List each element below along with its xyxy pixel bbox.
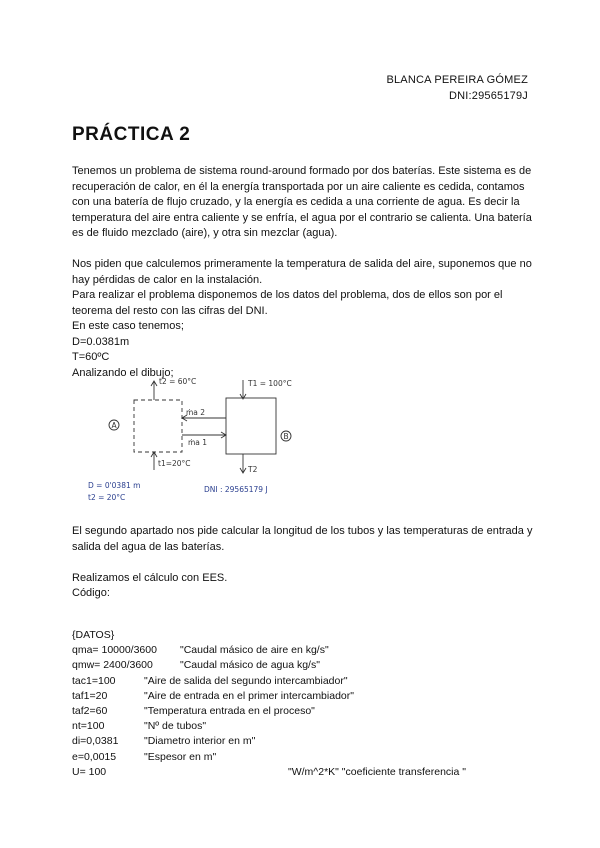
code-line <box>72 734 542 749</box>
paragraph-drawing: Analizando el dibujo; <box>72 366 174 379</box>
battery-a-box <box>134 400 182 452</box>
code-line <box>72 689 542 704</box>
author-name: BLANCA PEREIRA GÓMEZ <box>386 74 528 86</box>
water-temp-out: T2 <box>248 465 258 474</box>
code-variable: taf1=20 <box>72 689 108 702</box>
value-diameter: D=0.0381m <box>72 335 130 348</box>
label-a: A <box>111 421 117 430</box>
note-temperature: t2 = 20°C <box>88 493 126 500</box>
code-variable: e=0,0015 <box>72 750 117 763</box>
code-line <box>72 658 542 673</box>
water-temp-in: T1 = 100°C <box>248 379 292 388</box>
code-variable: tac1=100 <box>72 674 116 687</box>
intro-text <box>72 164 534 381</box>
note-dni: DNI : 29565179 J <box>204 485 268 494</box>
code-line <box>72 750 542 765</box>
paragraph-data: Para realizar el problema disponemos de los datos del problema, dos de ellos son por el teorema del resto con las cifras del DNI. <box>72 289 503 317</box>
code-comment: "Temperatura entrada en el proceso" <box>144 704 315 717</box>
paragraph-code-label: Código: <box>72 587 110 599</box>
temp-bottom: t1=20°C <box>158 459 191 468</box>
code-comment: "Nº de tubos" <box>144 720 207 733</box>
paragraph-problem: Tenemos un problema de sistema round-around formado por dos baterías. Este sistema es de recuperación de calor, en él la energía transportada por un aire caliente es cedida, contamos con una batería de flujo cruzado, y la energía es cedida a una corriente de agua. Es decir la temperatura del aire entra caliente y se enfría, el agua por el contrario se calienta. Una batería es de fluido mezclado (aire), y otra sin mezclar (agua). <box>72 165 532 239</box>
battery-b-box <box>226 398 276 454</box>
handdrawn-sketch <box>86 370 326 500</box>
label-b: B <box>283 432 289 441</box>
code-variable: taf2=60 <box>72 704 108 717</box>
code-line <box>72 765 542 780</box>
code-comment: "Diametro interior en m" <box>144 735 256 748</box>
page-title: PRÁCTICA 2 <box>72 124 191 145</box>
paragraph-case: En este caso tenemos; <box>72 320 184 332</box>
temp-top: t2 = 60°C <box>159 377 197 386</box>
code-line <box>72 643 542 658</box>
code-unit-comment: "W/m^2*K" "coeficiente transferencia " <box>288 765 466 778</box>
code-comment: "Caudal másico de agua kg/s" <box>180 659 320 672</box>
code-line <box>72 719 542 734</box>
code-variable: qma= 10000/3600 <box>72 644 157 657</box>
code-comment: "Espesor en m" <box>144 750 217 763</box>
code-variable: di=0,0381 <box>72 735 119 748</box>
second-part-text <box>72 524 534 602</box>
code-comment: "Aire de entrada en el primer intercambiador" <box>144 689 354 702</box>
code-comment: "Caudal másico de aire en kg/s" <box>180 644 329 657</box>
paragraph-ees: Realizamos el cálculo con EES. <box>72 571 228 584</box>
flow-label-1: ṁa 2 <box>186 408 206 417</box>
code-variable: qmw= 2400/3600 <box>72 659 153 672</box>
code-comment: "Aire de salida del segundo intercambiador" <box>144 674 348 687</box>
code-header-line <box>72 628 542 643</box>
note-diameter: D = 0'0381 m <box>88 481 141 490</box>
code-line <box>72 704 542 719</box>
author-dni: DNI:29565179J <box>448 90 528 102</box>
code-line <box>72 674 542 689</box>
flow-label-2: ṁa 1 <box>188 438 208 447</box>
author-block <box>386 72 528 104</box>
code-lines <box>72 643 542 780</box>
paragraph-second: El segundo apartado nos pide calcular la longitud de los tubos y las temperaturas de entrada y salida del agua de las baterías. <box>72 525 533 553</box>
value-temperature: T=60ºC <box>72 351 110 363</box>
code-block <box>72 628 542 780</box>
code-variable: U= 100 <box>72 765 107 778</box>
code-variable: nt=100 <box>72 720 105 733</box>
paragraph-request: Nos piden que calculemos primeramente la temperatura de salida del aire, suponemos que no hay pérdidas de calor en la instalación. <box>72 258 532 286</box>
code-header: {DATOS} <box>72 629 115 641</box>
